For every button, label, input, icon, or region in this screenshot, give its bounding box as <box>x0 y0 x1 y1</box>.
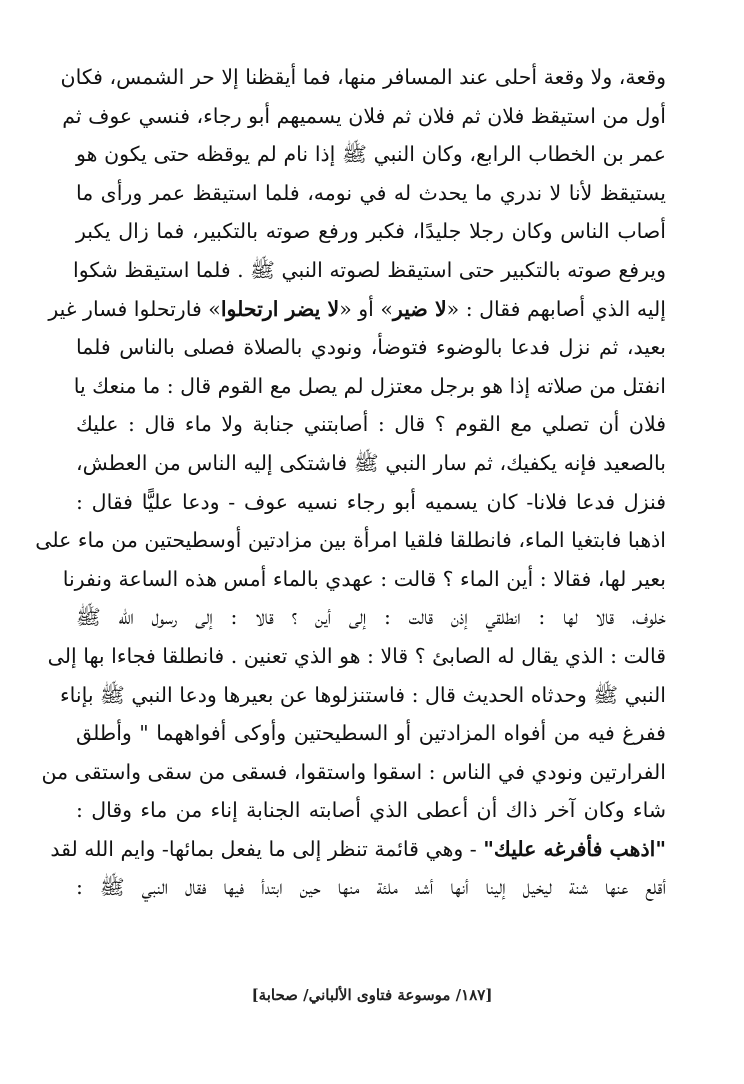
text-line-14: بعير لها، فقالا : أين الماء ؟ قالت : عهدي بالماء أمس هذه الساعة ونفرنا <box>62 566 666 591</box>
text-line-3: عمر بن الخطاب الرابع، وكان النبي ﷺ إذا نام لم يوقظه حتى يكون هو <box>76 142 666 167</box>
text-line-5: أصاب الناس وكان رجلا جليدًا، فكبر ورفع صوته بالتكبير، فما زال يكبر <box>76 219 666 244</box>
text-line-17: النبي ﷺ وحدثاه الحديث قال : فاستنزلوها عن بعيرها ودعا النبي ﷺ بإناء <box>59 682 666 707</box>
text-line-12: فنزل فدعا فلانا- كان يسميه أبو رجاء نسيه عوف - ودعا عليًّا فقال : <box>76 489 666 514</box>
text-line-20: شاء وكان آخر ذاك أن أعطى الذي أصابته الجنابة إناء من ماء وقال : <box>76 798 666 823</box>
text-line-21: "اذهب فأفرغه عليك" - وهي قائمة تنظر إلى ما يفعل بمائها- وايم الله لقد <box>50 836 666 861</box>
text-line-2: أول من استيقظ فلان ثم فلان ثم فلان يسميهم أبو رجاء، فنسي عوف ثم <box>62 103 666 128</box>
text-line-10: فلان أن تصلي مع القوم ؟ قال : أصابتني جنابة ولا ماء قال : عليك <box>76 412 667 437</box>
text-line-8: بعيد، ثم نزل فدعا بالوضوء فتوضأ، ونودي بالصلاة فصلى بالناس فلما <box>76 335 666 360</box>
text-line-13: اذهبا فابتغيا الماء، فانطلقا فلقيا امرأة بين مزادتين أوسطيحتين من ماء على <box>35 528 666 553</box>
text-line-11: بالصعيد فإنه يكفيك، ثم سار النبي ﷺ فاشتكى إليه الناس من العطش، <box>76 450 666 475</box>
text-line-7: إليه الذي أصابهم فقال : «لا ضير» أو «لا يضر ارتحلوا» فارتحلوا فسار غير <box>48 296 666 321</box>
text-line-1: وقعة، ولا وقعة أحلى عند المسافر منها، فما أيقظنا إلا حر الشمس، فكان <box>60 65 666 89</box>
text-line-4: يستيقظ لأنا لا ندري ما يحدث له في نومه، فلما استيقظ عمر ورأى ما <box>76 180 666 205</box>
page-footer: [١٨٧/ موسوعة فتاوى الألباني/ صحابة] <box>251 986 493 1004</box>
text-line-15: خلوف، قالا لها : انطلقي إذن قالت : إلى أين ؟ قالا : إلى رسول الله ﷺ <box>76 605 666 630</box>
text-line-19: الفرارتين ونودي في الناس : اسقوا واستقوا، فسقى من سقى واستقى من <box>41 759 666 784</box>
text-line-22: أقلع عنها شنة ليخيل إلينا أنها أشد ملئة منها حين ابتدأ فيها فقال النبي ﷺ : <box>76 875 666 900</box>
text-line-18: ففرغ فيه من أفواه المزادتين أو السطيحتين وأوكى أفواههما " وأطلق <box>76 721 666 746</box>
text-line-6: ويرفع صوته بالتكبير حتى استيقظ لصوته النبي ﷺ . فلما استيقظ شكوا <box>73 257 666 282</box>
page-body <box>35 58 667 907</box>
text-line-9: انفتل من صلاته إذا هو برجل معتزل لم يصل مع القوم قال : ما منعك يا <box>73 373 666 398</box>
text-line-16: قالت : الذي يقال له الصابئ ؟ قالا : هو الذي تعنين . فانطلقا فجاءا بها إلى <box>47 643 666 668</box>
